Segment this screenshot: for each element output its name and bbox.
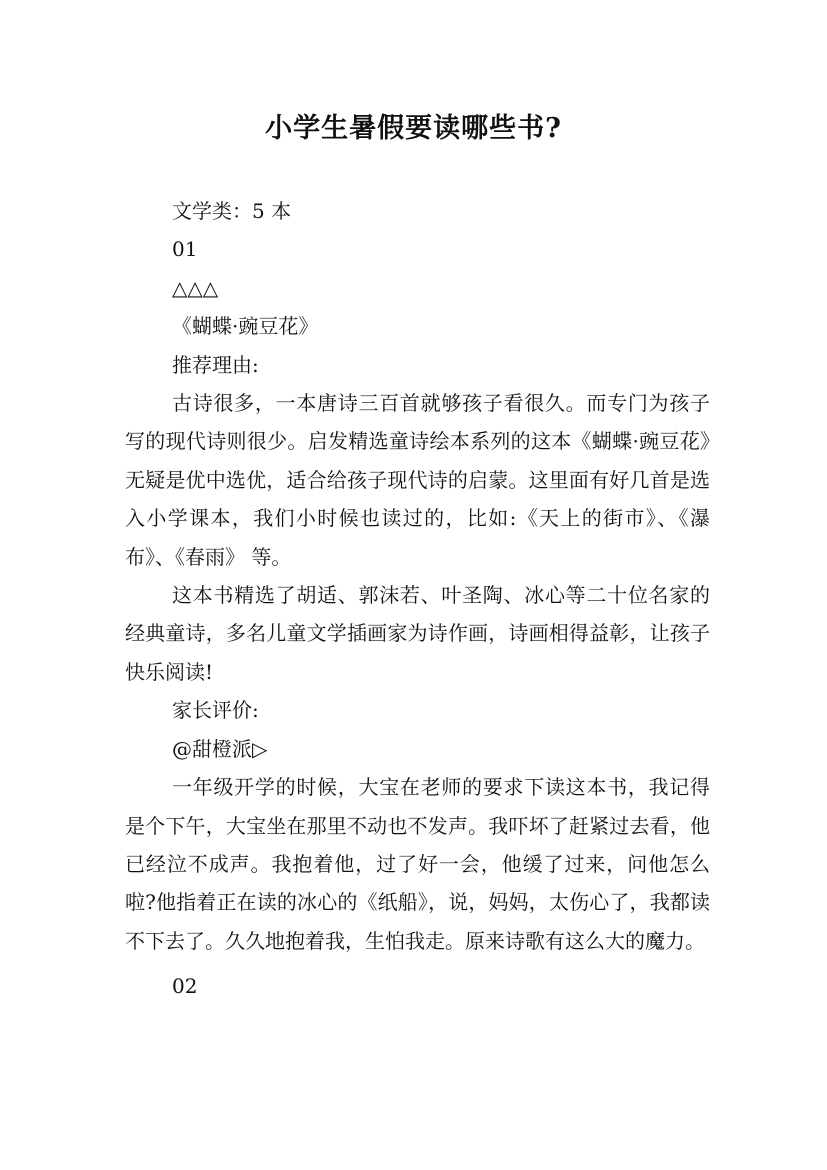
section-number-01: 01 xyxy=(172,237,198,262)
section-number-02: 02 xyxy=(172,974,198,999)
paragraph-reason-2: 这本书精选了胡适、郭沫若、叶圣陶、冰心等二十位名家的经典童诗，多名儿童文学插画家为诗作画，诗画相得益彰，让孩子快乐阅读! xyxy=(125,583,710,684)
category-line: 文学类：5 本 xyxy=(172,199,292,223)
triangle-divider: △△△ xyxy=(172,275,219,300)
document-body xyxy=(125,192,710,1006)
document-title: 小学生暑假要读哪些书? xyxy=(265,113,562,144)
parent-review-label: 家长评价: xyxy=(172,698,259,723)
paragraph-review: 一年级开学的时候，大宝在老师的要求下读这本书，我记得是个下午，大宝坐在那里不动也不发声。我吓坏了赶紧过去看，他已经泣不成声。我抱着他，过了好一会，他缓了过来，问他怎么啦?他指着正在读的冰心的《纸船》，说，妈妈，太伤心了，我都读不下去了。久久地抱着我，生怕我走。原来诗歌有这么大的魔力。 xyxy=(125,775,710,953)
reason-label: 推荐理由: xyxy=(172,352,259,377)
paragraph-reason-1: 古诗很多，一本唐诗三百首就够孩子看很久。而专门为孩子写的现代诗则很少。启发精选童诗绘本系列的这本《蝴蝶·豌豆花》无疑是优中选优，适合给孩子现代诗的启蒙。这里面有好几首是选入小学课本，我们小时候也读过的，比如:《天上的街市》、《瀑布》、《春雨》 等。 xyxy=(125,391,710,569)
book-title: 《蝴蝶·豌豆花》 xyxy=(172,314,319,339)
reviewer-name: @甜橙派▷ xyxy=(172,736,268,761)
